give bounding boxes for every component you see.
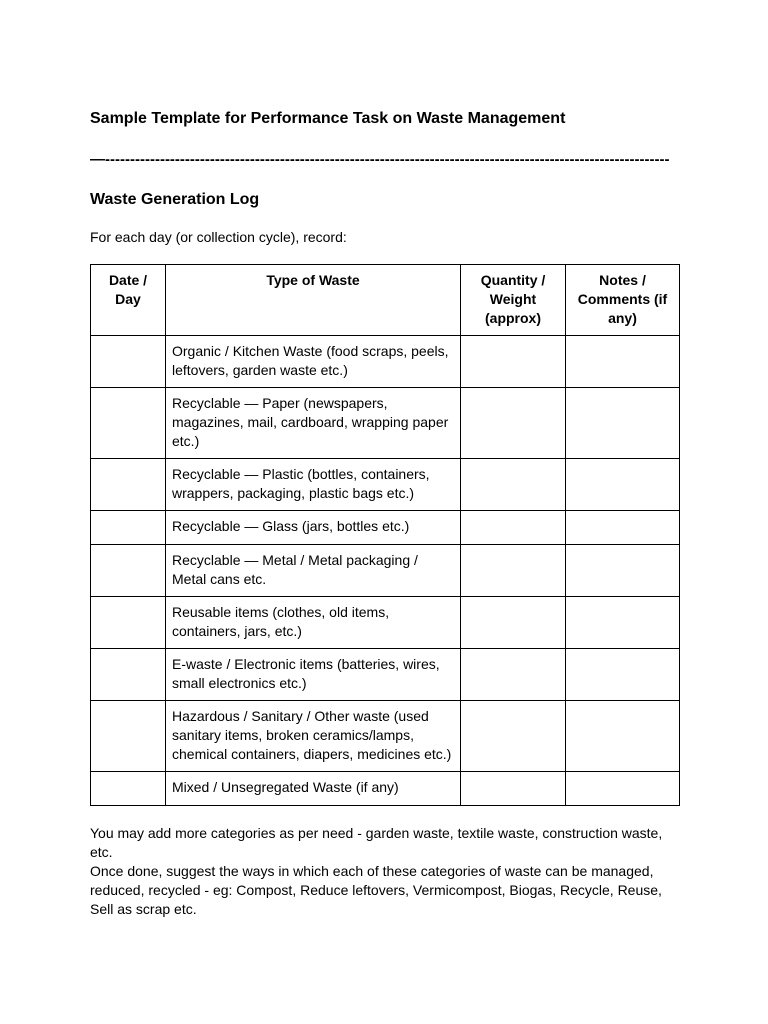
table-row bbox=[91, 649, 680, 701]
type-cell: Hazardous / Sanitary / Other waste (used sanitary items, broken ceramics/lamps, chemical containers, diapers, medicines etc.) bbox=[166, 701, 461, 772]
notes-cell[interactable] bbox=[566, 597, 680, 649]
quantity-cell[interactable] bbox=[461, 336, 566, 388]
quantity-cell[interactable] bbox=[461, 649, 566, 701]
type-cell: E-waste / Electronic items (batteries, wires, small electronics etc.) bbox=[166, 649, 461, 701]
table-row bbox=[91, 336, 680, 388]
date-cell[interactable] bbox=[91, 388, 166, 459]
type-cell: Recyclable — Glass (jars, bottles etc.) bbox=[166, 511, 461, 545]
section-heading: Waste Generation Log bbox=[90, 191, 260, 208]
notes-cell[interactable] bbox=[566, 336, 680, 388]
date-cell[interactable] bbox=[91, 649, 166, 701]
date-cell[interactable] bbox=[91, 701, 166, 772]
date-cell[interactable] bbox=[91, 772, 166, 806]
table-row bbox=[91, 388, 680, 459]
table-header-row bbox=[91, 265, 680, 336]
header-notes: Notes / Comments (if any) bbox=[566, 265, 680, 336]
header-type: Type of Waste bbox=[166, 265, 461, 336]
date-cell[interactable] bbox=[91, 459, 166, 511]
date-cell[interactable] bbox=[91, 597, 166, 649]
notes-cell[interactable] bbox=[566, 772, 680, 806]
table-row bbox=[91, 772, 680, 806]
type-cell: Recyclable — Plastic (bottles, containers, wrappers, packaging, plastic bags etc.) bbox=[166, 459, 461, 511]
quantity-cell[interactable] bbox=[461, 545, 566, 597]
notes-cell[interactable] bbox=[566, 649, 680, 701]
table-row bbox=[91, 701, 680, 772]
quantity-cell[interactable] bbox=[461, 511, 566, 545]
table-row bbox=[91, 511, 680, 545]
notes-cell[interactable] bbox=[566, 545, 680, 597]
quantity-cell[interactable] bbox=[461, 701, 566, 772]
type-cell: Reusable items (clothes, old items, containers, jars, etc.) bbox=[166, 597, 461, 649]
type-cell: Mixed / Unsegregated Waste (if any) bbox=[166, 772, 461, 806]
date-cell[interactable] bbox=[91, 336, 166, 388]
document-title: Sample Template for Performance Task on Waste Management bbox=[90, 110, 566, 127]
notes-cell[interactable] bbox=[566, 511, 680, 545]
header-date: Date / Day bbox=[91, 265, 166, 336]
intro-text: For each day (or collection cycle), record: bbox=[90, 229, 347, 245]
footer-line-categories: You may add more categories as per need - garden waste, textile waste, construction waste, etc. bbox=[90, 825, 663, 860]
table-row bbox=[91, 459, 680, 511]
quantity-cell[interactable] bbox=[461, 459, 566, 511]
footer-line-suggestions: Once done, suggest the ways in which each of these categories of waste can be managed, reduced, recycled - eg: Compost, Reduce leftovers, Vermicompost, Biogas, Recycle, Reuse, Sell as scrap etc. bbox=[90, 863, 662, 917]
notes-cell[interactable] bbox=[566, 701, 680, 772]
type-cell: Recyclable — Paper (newspapers, magazines, mail, cardboard, wrapping paper etc.) bbox=[166, 388, 461, 459]
type-cell: Recyclable — Metal / Metal packaging / Metal cans etc. bbox=[166, 545, 461, 597]
quantity-cell[interactable] bbox=[461, 772, 566, 806]
table-row bbox=[91, 597, 680, 649]
header-quantity: Quantity / Weight (approx) bbox=[461, 265, 566, 336]
date-cell[interactable] bbox=[91, 545, 166, 597]
date-cell[interactable] bbox=[91, 511, 166, 545]
notes-cell[interactable] bbox=[566, 388, 680, 459]
quantity-cell[interactable] bbox=[461, 388, 566, 459]
type-cell: Organic / Kitchen Waste (food scraps, peels, leftovers, garden waste etc.) bbox=[166, 336, 461, 388]
quantity-cell[interactable] bbox=[461, 597, 566, 649]
divider-line: —----------------------------------------------------------------------------------------------------------------- bbox=[90, 151, 670, 168]
notes-cell[interactable] bbox=[566, 459, 680, 511]
waste-log-table bbox=[90, 264, 680, 806]
table-row bbox=[91, 545, 680, 597]
footer-notes bbox=[90, 824, 678, 919]
